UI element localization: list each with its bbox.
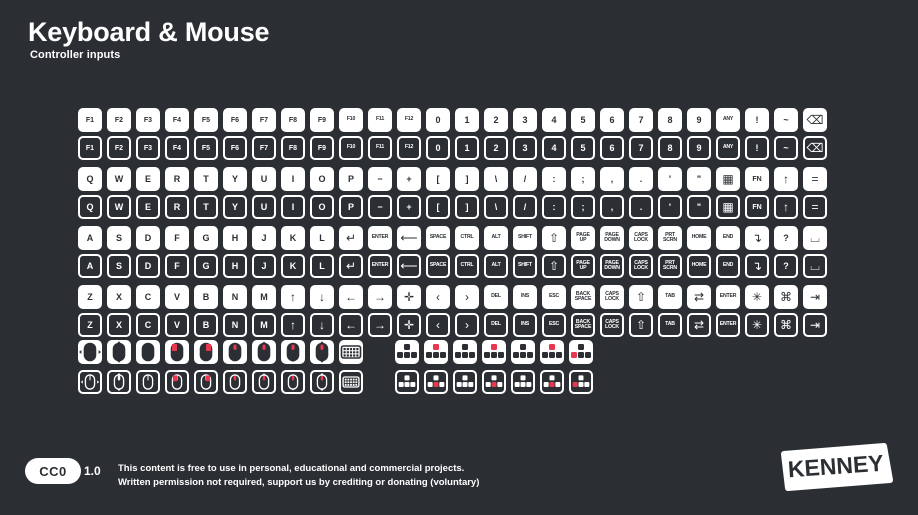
wasd-icon[interactable] xyxy=(540,370,564,394)
key-x[interactable]: X xyxy=(107,313,131,337)
key-;[interactable]: ; xyxy=(571,195,595,219)
key-,[interactable]: , xyxy=(600,167,624,191)
key-;[interactable]: ; xyxy=(571,167,595,191)
key-6[interactable]: 6 xyxy=(600,136,624,160)
key-f4[interactable]: F4 xyxy=(165,108,189,132)
key-f5[interactable]: F5 xyxy=(194,136,218,160)
key-z[interactable]: Z xyxy=(78,313,102,337)
mouse-scroll-icon[interactable] xyxy=(107,370,131,394)
key-arrow-up-icon[interactable]: ↑ xyxy=(281,285,305,309)
wasd-icon[interactable] xyxy=(424,370,448,394)
key-a[interactable]: A xyxy=(78,254,102,278)
key-'[interactable]: ' xyxy=(658,195,682,219)
key-7[interactable]: 7 xyxy=(629,108,653,132)
key-r[interactable]: R xyxy=(165,167,189,191)
key-ins[interactable]: INS xyxy=(513,313,537,337)
key-enter[interactable]: ENTER xyxy=(368,226,392,250)
key-][interactable]: ] xyxy=(455,167,479,191)
key-any[interactable]: ANY xyxy=(716,136,740,160)
key-f7[interactable]: F7 xyxy=(252,136,276,160)
device-icon-sheet xyxy=(78,340,593,400)
key-0[interactable]: 0 xyxy=(426,136,450,160)
key-f5[interactable]: F5 xyxy=(194,108,218,132)
key-chevron-right-icon[interactable]: › xyxy=(455,285,479,309)
key-asterisk-icon[interactable]: ✳ xyxy=(745,285,769,309)
mouse-scroll-up-icon[interactable] xyxy=(252,340,276,364)
key-grid-icon[interactable]: ▦ xyxy=(716,167,740,191)
key-5[interactable]: 5 xyxy=(571,136,595,160)
key-end[interactable]: END xyxy=(716,254,740,278)
key-w[interactable]: W xyxy=(107,195,131,219)
key-esc[interactable]: ESC xyxy=(542,313,566,337)
key-4[interactable]: 4 xyxy=(542,108,566,132)
key-.[interactable]: . xyxy=(629,167,653,191)
key-row xyxy=(78,285,848,309)
arrow-keys-icon[interactable] xyxy=(511,370,535,394)
key-:[interactable]: : xyxy=(542,167,566,191)
key-f10[interactable]: F10 xyxy=(339,108,363,132)
key-arrow-left-icon[interactable]: ← xyxy=(339,313,363,337)
key-caps-lock[interactable]: CAPS LOCK xyxy=(629,226,653,250)
key-[[interactable]: [ xyxy=(426,167,450,191)
key-g[interactable]: G xyxy=(194,226,218,250)
key-][interactable]: ] xyxy=(455,195,479,219)
key-o[interactable]: O xyxy=(310,195,334,219)
key-tilde-icon[interactable]: ↴ xyxy=(745,226,769,250)
license-line-2: Written permission not required, support us by crediting or donating (voluntary) xyxy=(118,476,480,488)
key-f8[interactable]: F8 xyxy=(281,108,305,132)
key-f2[interactable]: F2 xyxy=(107,108,131,132)
cc0-badge: CC0 xyxy=(25,458,81,484)
key-equals-icon[interactable]: = xyxy=(803,167,827,191)
arrow-keys-icon[interactable] xyxy=(453,370,477,394)
key-tab[interactable]: TAB xyxy=(658,313,682,337)
key-f7[interactable]: F7 xyxy=(252,108,276,132)
page-title: Keyboard & Mouse xyxy=(28,17,270,47)
key-f1[interactable]: F1 xyxy=(78,136,102,160)
key-g[interactable]: G xyxy=(194,254,218,278)
key-up-arrow-icon[interactable]: ↑ xyxy=(774,195,798,219)
keyboard-key-sheet xyxy=(78,108,848,344)
key-:[interactable]: : xyxy=(542,195,566,219)
version-label: 1.0 xyxy=(84,464,101,478)
key-backspace-icon[interactable]: ⌫ xyxy=(803,136,827,160)
key-/[interactable]: / xyxy=(513,167,537,191)
mouse-right-click-icon[interactable] xyxy=(194,370,218,394)
key-1[interactable]: 1 xyxy=(455,136,479,160)
key-f[interactable]: F xyxy=(165,226,189,250)
key-underscore-icon[interactable]: ⌴ xyxy=(803,254,827,278)
key-t[interactable]: T xyxy=(194,195,218,219)
key-i[interactable]: I xyxy=(281,195,305,219)
key-2[interactable]: 2 xyxy=(484,136,508,160)
key-fn[interactable]: FN xyxy=(745,167,769,191)
key-s[interactable]: S xyxy=(107,226,131,250)
key-p[interactable]: P xyxy=(339,195,363,219)
arrow-keys-icon[interactable] xyxy=(511,340,535,364)
key-f[interactable]: F xyxy=(165,254,189,278)
key-caps-lock[interactable]: CAPS LOCK xyxy=(600,285,624,309)
key-.[interactable]: . xyxy=(629,195,653,219)
key-v[interactable]: V xyxy=(165,285,189,309)
key-arrow-right-icon[interactable]: → xyxy=(368,285,392,309)
key-back-space[interactable]: BACK SPACE xyxy=(571,285,595,309)
key-e[interactable]: E xyxy=(136,195,160,219)
key-equals-icon[interactable]: = xyxy=(803,195,827,219)
wasd-icon[interactable] xyxy=(482,370,506,394)
key-w[interactable]: W xyxy=(107,167,131,191)
key-e[interactable]: E xyxy=(136,167,160,191)
key-q[interactable]: Q xyxy=(78,195,102,219)
key-k[interactable]: K xyxy=(281,254,305,278)
key-4[interactable]: 4 xyxy=(542,136,566,160)
key-s[interactable]: S xyxy=(107,254,131,278)
key-0[interactable]: 0 xyxy=(426,108,450,132)
arrow-keys-mixed-icon[interactable] xyxy=(569,340,593,364)
key-?[interactable]: ? xyxy=(774,226,798,250)
key-t[interactable]: T xyxy=(194,167,218,191)
key-return-icon[interactable]: ↵ xyxy=(339,226,363,250)
key-m[interactable]: M xyxy=(252,313,276,337)
key-prt-scrn[interactable]: PRT SCRN xyxy=(658,226,682,250)
key-ctrl[interactable]: CTRL xyxy=(455,254,479,278)
key-underscore-icon[interactable]: ⌴ xyxy=(803,226,827,250)
key-f3[interactable]: F3 xyxy=(136,108,160,132)
key-tab-swap-icon[interactable]: ⇄ xyxy=(687,285,711,309)
key-enter[interactable]: ENTER xyxy=(716,285,740,309)
device-row xyxy=(78,340,593,364)
key-h[interactable]: H xyxy=(223,226,247,250)
key-−[interactable]: − xyxy=(368,195,392,219)
key-space[interactable]: SPACE xyxy=(426,226,450,250)
key-chevron-left-icon[interactable]: ‹ xyxy=(426,313,450,337)
key-backspace-icon[interactable]: ⌫ xyxy=(803,108,827,132)
key-f11[interactable]: F11 xyxy=(368,136,392,160)
svg-text:KENNEY: KENNEY xyxy=(787,449,885,483)
key-f10[interactable]: F10 xyxy=(339,136,363,160)
key-n[interactable]: N xyxy=(223,313,247,337)
key-m[interactable]: M xyxy=(252,285,276,309)
key-enter[interactable]: ENTER xyxy=(716,313,740,337)
key-r[interactable]: R xyxy=(165,195,189,219)
key-+[interactable]: + xyxy=(397,167,421,191)
key-f6[interactable]: F6 xyxy=(223,108,247,132)
key-command-icon[interactable]: ⌘ xyxy=(774,285,798,309)
key-plus-icon[interactable]: ✛ xyxy=(397,313,421,337)
key-arrow-down-icon[interactable]: ↓ xyxy=(310,285,334,309)
wasd-red-icon[interactable] xyxy=(540,340,564,364)
mouse-middle-click-icon[interactable] xyxy=(223,340,247,364)
key-row xyxy=(78,254,848,278)
mouse-scroll-down-icon[interactable] xyxy=(281,370,305,394)
mouse-scroll-vertical-icon[interactable] xyxy=(310,340,334,364)
key-tab-swap-icon[interactable]: ⇄ xyxy=(687,313,711,337)
key-−[interactable]: − xyxy=(368,167,392,191)
key-caps-lock[interactable]: CAPS LOCK xyxy=(600,313,624,337)
mouse-plain-icon[interactable] xyxy=(136,370,160,394)
key-![interactable]: ! xyxy=(745,108,769,132)
key-6[interactable]: 6 xyxy=(600,108,624,132)
key-l[interactable]: L xyxy=(310,254,334,278)
mouse-move-icon[interactable] xyxy=(78,370,102,394)
key-?[interactable]: ? xyxy=(774,254,798,278)
key-alt[interactable]: ALT xyxy=(484,226,508,250)
key-space[interactable]: SPACE xyxy=(426,254,450,278)
key-"[interactable]: " xyxy=(687,195,711,219)
key-q[interactable]: Q xyxy=(78,167,102,191)
key-row xyxy=(78,136,848,160)
key-f12[interactable]: F12 xyxy=(397,108,421,132)
key-/[interactable]: / xyxy=(513,195,537,219)
arrow-keys-icon[interactable] xyxy=(395,370,419,394)
key-esc[interactable]: ESC xyxy=(542,285,566,309)
key-a[interactable]: A xyxy=(78,226,102,250)
key-end[interactable]: END xyxy=(716,226,740,250)
mouse-left-click-icon[interactable] xyxy=(165,340,189,364)
key-i[interactable]: I xyxy=(281,167,305,191)
license-line-1: This content is free to use in personal, educational and commercial projects. xyxy=(118,463,465,474)
key-'[interactable]: ' xyxy=(658,167,682,191)
key-1[interactable]: 1 xyxy=(455,108,479,132)
key-y[interactable]: Y xyxy=(223,167,247,191)
key-f6[interactable]: F6 xyxy=(223,136,247,160)
key-v[interactable]: V xyxy=(165,313,189,337)
key-fn[interactable]: FN xyxy=(745,195,769,219)
key-shift-arrow-icon[interactable]: ⇧ xyxy=(629,285,653,309)
key-c[interactable]: C xyxy=(136,313,160,337)
key-f4[interactable]: F4 xyxy=(165,136,189,160)
key-page-up[interactable]: PAGE UP xyxy=(571,254,595,278)
key-5[interactable]: 5 xyxy=(571,108,595,132)
key-f9[interactable]: F9 xyxy=(310,108,334,132)
key-3[interactable]: 3 xyxy=(513,108,537,132)
key-f2[interactable]: F2 xyxy=(107,136,131,160)
device-row xyxy=(78,370,593,394)
key-shift-up-icon[interactable]: ⇧ xyxy=(542,226,566,250)
key-[[interactable]: [ xyxy=(426,195,450,219)
key-page-up[interactable]: PAGE UP xyxy=(571,226,595,250)
key-row xyxy=(78,108,848,132)
key-k[interactable]: K xyxy=(281,226,305,250)
key-home[interactable]: HOME xyxy=(687,254,711,278)
key-d[interactable]: D xyxy=(136,226,160,250)
key-8[interactable]: 8 xyxy=(658,136,682,160)
mouse-plain-icon[interactable] xyxy=(136,340,160,364)
arrow-keys-icon[interactable] xyxy=(453,340,477,364)
key-tab-right-icon[interactable]: ⇥ xyxy=(803,285,827,309)
key-row xyxy=(78,195,848,219)
arrow-keys-mixed-icon[interactable] xyxy=(569,370,593,394)
key-b[interactable]: B xyxy=(194,285,218,309)
key-\[interactable]: \ xyxy=(484,167,508,191)
mouse-scroll-down-icon[interactable] xyxy=(281,340,305,364)
key-+[interactable]: + xyxy=(397,195,421,219)
key-f11[interactable]: F11 xyxy=(368,108,392,132)
key-2[interactable]: 2 xyxy=(484,108,508,132)
key-u[interactable]: U xyxy=(252,195,276,219)
key-del[interactable]: DEL xyxy=(484,285,508,309)
key-shift-up-icon[interactable]: ⇧ xyxy=(542,254,566,278)
key-command-icon[interactable]: ⌘ xyxy=(774,313,798,337)
key-shift[interactable]: SHIFT xyxy=(513,254,537,278)
key-z[interactable]: Z xyxy=(78,285,102,309)
key-f3[interactable]: F3 xyxy=(136,136,160,160)
key-page-down[interactable]: PAGE DOWN xyxy=(600,254,624,278)
key-j[interactable]: J xyxy=(252,254,276,278)
key-f12[interactable]: F12 xyxy=(397,136,421,160)
mouse-move-icon[interactable] xyxy=(78,340,102,364)
key-h[interactable]: H xyxy=(223,254,247,278)
key-x[interactable]: X xyxy=(107,285,131,309)
key-,[interactable]: , xyxy=(600,195,624,219)
key-u[interactable]: U xyxy=(252,167,276,191)
key-f1[interactable]: F1 xyxy=(78,108,102,132)
key-row xyxy=(78,226,848,250)
key-chevron-left-icon[interactable]: ‹ xyxy=(426,285,450,309)
key-del[interactable]: DEL xyxy=(484,313,508,337)
key-~[interactable]: ~ xyxy=(774,136,798,160)
key-shift[interactable]: SHIFT xyxy=(513,226,537,250)
key-caps-lock[interactable]: CAPS LOCK xyxy=(629,254,653,278)
page-subtitle: Controller inputs xyxy=(30,49,121,62)
kenney-logo xyxy=(778,440,894,494)
key-arrow-right-icon[interactable]: → xyxy=(368,313,392,337)
key-page-down[interactable]: PAGE DOWN xyxy=(600,226,624,250)
key-ctrl[interactable]: CTRL xyxy=(455,226,479,250)
key-c[interactable]: C xyxy=(136,285,160,309)
key-d[interactable]: D xyxy=(136,254,160,278)
key-9[interactable]: 9 xyxy=(687,136,711,160)
mouse-scroll-icon[interactable] xyxy=(107,340,131,364)
key-grid-icon[interactable]: ▦ xyxy=(716,195,740,219)
key-f9[interactable]: F9 xyxy=(310,136,334,160)
key-plus-icon[interactable]: ✛ xyxy=(397,285,421,309)
key-n[interactable]: N xyxy=(223,285,247,309)
mouse-scroll-up-icon[interactable] xyxy=(252,370,276,394)
license-text xyxy=(118,462,479,490)
key-![interactable]: ! xyxy=(745,136,769,160)
key-7[interactable]: 7 xyxy=(629,136,653,160)
key-b[interactable]: B xyxy=(194,313,218,337)
mouse-scroll-vertical-icon[interactable] xyxy=(310,370,334,394)
key-row xyxy=(78,313,848,337)
key-enter[interactable]: ENTER xyxy=(368,254,392,278)
key-return-icon[interactable]: ↵ xyxy=(339,254,363,278)
key-arrow-up-icon[interactable]: ↑ xyxy=(281,313,305,337)
key-chevron-right-icon[interactable]: › xyxy=(455,313,479,337)
wasd-red-icon[interactable] xyxy=(424,340,448,364)
key-back-space[interactable]: BACK SPACE xyxy=(571,313,595,337)
key-tab[interactable]: TAB xyxy=(658,285,682,309)
keyboard-icon[interactable] xyxy=(339,370,363,394)
key-\[interactable]: \ xyxy=(484,195,508,219)
key-home[interactable]: HOME xyxy=(687,226,711,250)
key-alt[interactable]: ALT xyxy=(484,254,508,278)
key-~[interactable]: ~ xyxy=(774,108,798,132)
key-arrow-down-icon[interactable]: ↓ xyxy=(310,313,334,337)
key-row xyxy=(78,167,848,191)
key-any[interactable]: ANY xyxy=(716,108,740,132)
key-o[interactable]: O xyxy=(310,167,334,191)
key-backspace-arrow-icon[interactable]: ⟵ xyxy=(397,226,421,250)
key-arrow-left-icon[interactable]: ← xyxy=(339,285,363,309)
arrow-keys-icon[interactable] xyxy=(395,340,419,364)
mouse-left-click-icon[interactable] xyxy=(165,370,189,394)
key-asterisk-icon[interactable]: ✳ xyxy=(745,313,769,337)
key-"[interactable]: " xyxy=(687,167,711,191)
key-backspace-arrow-icon[interactable]: ⟵ xyxy=(397,254,421,278)
key-up-arrow-icon[interactable]: ↑ xyxy=(774,167,798,191)
key-tab-right-icon[interactable]: ⇥ xyxy=(803,313,827,337)
key-y[interactable]: Y xyxy=(223,195,247,219)
header xyxy=(28,18,269,61)
key-p[interactable]: P xyxy=(339,167,363,191)
key-j[interactable]: J xyxy=(252,226,276,250)
mouse-right-click-icon[interactable] xyxy=(194,340,218,364)
keyboard-icon[interactable] xyxy=(339,340,363,364)
key-prt-scrn[interactable]: PRT SCRN xyxy=(658,254,682,278)
mouse-middle-click-icon[interactable] xyxy=(223,370,247,394)
key-f8[interactable]: F8 xyxy=(281,136,305,160)
key-8[interactable]: 8 xyxy=(658,108,682,132)
key-9[interactable]: 9 xyxy=(687,108,711,132)
key-l[interactable]: L xyxy=(310,226,334,250)
key-tilde-icon[interactable]: ↴ xyxy=(745,254,769,278)
key-ins[interactable]: INS xyxy=(513,285,537,309)
wasd-red-icon[interactable] xyxy=(482,340,506,364)
key-shift-arrow-icon[interactable]: ⇧ xyxy=(629,313,653,337)
key-3[interactable]: 3 xyxy=(513,136,537,160)
